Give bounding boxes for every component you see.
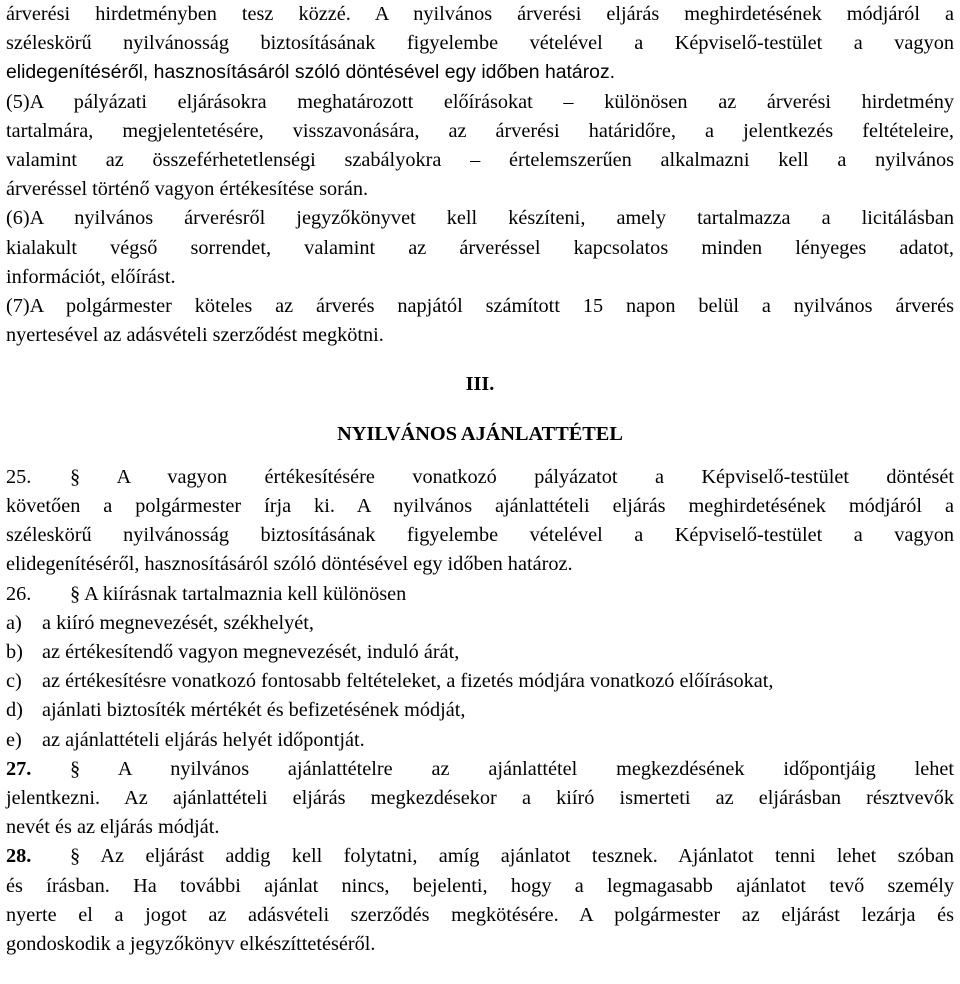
text-line: széleskörű nyilvánosság biztosításának figyelembe vételével a Képviselő-testület a vagyon — [6, 32, 954, 55]
section-27 — [6, 755, 954, 843]
section-number-28: 28. — [6, 845, 32, 868]
list-item-text: az értékesítendő vagyon megnevezését, induló árát, — [42, 641, 460, 664]
list-item-text: ajánlati biztosíték mértékét és befizetésének módját, — [42, 699, 466, 722]
section-first-line — [6, 463, 954, 492]
text-line: nevét és az eljárás módját. — [6, 816, 220, 839]
list-item-letter: b) — [6, 641, 23, 664]
text-line: nyerte el a jogot az adásvételi szerződés megkötésére. A polgármester az eljárást lezárja és — [6, 903, 954, 926]
list-item-text: az értékesítésre vonatkozó fontosabb feltételeket, a fizetés módjára vonatkozó előírásokat, — [42, 670, 774, 693]
text-line: nyertesével az adásvételi szerződést megkötni. — [6, 324, 384, 347]
text-line: valamint az összeférhetetlenségi szabályokra – értelemszerűen alkalmazni kell a nyilvános — [6, 149, 954, 172]
list-item — [6, 667, 954, 696]
spacer — [6, 400, 954, 420]
paragraph-6 — [6, 204, 954, 292]
text-line: kialakult végső sorrendet, valamint az árveréssel kapcsolatos minden lényeges adatot, — [6, 236, 954, 259]
text-line: (7)A polgármester köteles az árverés napjától számított 15 napon belül a nyilvános árverés — [6, 295, 954, 318]
section-number: III. — [465, 373, 495, 396]
section-text: § A kiírásnak tartalmaznia kell különösen — [70, 582, 407, 605]
list-item — [6, 696, 954, 725]
section-text: § A vagyon értékesítésére vonatkozó pályázatot a Képviselő-testület döntését — [70, 465, 954, 488]
text-line: jelentkezni. Az ajánlattételi eljárás megkezdésekor a kiíró ismerteti az eljárásban résztvevők — [6, 787, 954, 810]
section-26 — [6, 580, 954, 755]
text-line: széleskörű nyilvánosság biztosításának figyelembe vételével a Képviselő-testület a vagyon — [6, 524, 954, 547]
list-item-text: az ajánlattételi eljárás helyét időpontját. — [42, 728, 365, 751]
spacer — [6, 449, 954, 463]
section-text: § Az eljárást addig kell folytatni, amíg ajánlatot tesznek. Ajánlatot tenni lehet szóban — [70, 845, 954, 868]
list-item — [6, 609, 954, 638]
text-line: (6)A nyilvános árverésről jegyzőkönyvet kell készíteni, amely tartalmazza a licitálásban — [6, 207, 954, 230]
text-line: elidegenítéséről, hasznosításáról szóló döntésével egy időben határoz. — [6, 61, 616, 84]
section-text: § A nyilvános ajánlattételre az ajánlattétel megkezdésének időpontjáig lehet — [70, 757, 954, 780]
section-first-line — [6, 842, 954, 871]
section-title: NYILVÁNOS AJÁNLATTÉTEL — [337, 422, 623, 445]
list-item-letter: c) — [6, 670, 22, 693]
intro-paragraph — [6, 0, 954, 88]
list-item-letter: d) — [6, 699, 23, 722]
text-line: követően a polgármester írja ki. A nyilvános ajánlattételi eljárás meghirdetésének módjáról a — [6, 495, 954, 518]
text-line: (5)A pályázati eljárásokra meghatározott előírásokat – különösen az árverési hirdetmény — [6, 90, 954, 113]
text-line: árverési hirdetményben tesz közzé. A nyilvános árverési eljárás meghirdetésének módjáról a — [6, 3, 954, 25]
section-28 — [6, 842, 954, 959]
text-line: információt, előírást. — [6, 265, 176, 288]
section-number-27: 27. — [6, 757, 32, 780]
list-item-letter: a) — [6, 611, 22, 634]
section-number-26: 26. — [6, 582, 32, 605]
text-line: és írásban. Ha további ajánlat nincs, bejelenti, hogy a legmagasabb ajánlatot tevő személy — [6, 874, 954, 897]
list-item-text: a kiíró megnevezését, székhelyét, — [42, 611, 314, 634]
section-first-line — [6, 755, 954, 784]
section-25 — [6, 463, 954, 580]
spacer — [6, 350, 954, 370]
text-line: gondoskodik a jegyzőkönyv elkészíttetéséről. — [6, 933, 376, 956]
text-line: elidegenítéséről, hasznosításáról szóló döntésével egy időben határoz. — [6, 553, 573, 576]
list-item — [6, 726, 954, 755]
list-item-letter: e) — [6, 728, 22, 751]
text-line: árveréssel történő vagyon értékesítése során. — [6, 178, 369, 201]
section-number-25: 25. — [6, 465, 32, 488]
paragraph-7 — [6, 292, 954, 350]
paragraph-5 — [6, 88, 954, 205]
text-line: tartalmára, megjelentetésére, visszavonására, az árverési határidőre, a jelentkezés feltételeire, — [6, 119, 954, 142]
list-item — [6, 638, 954, 667]
section-first-line — [6, 580, 954, 609]
